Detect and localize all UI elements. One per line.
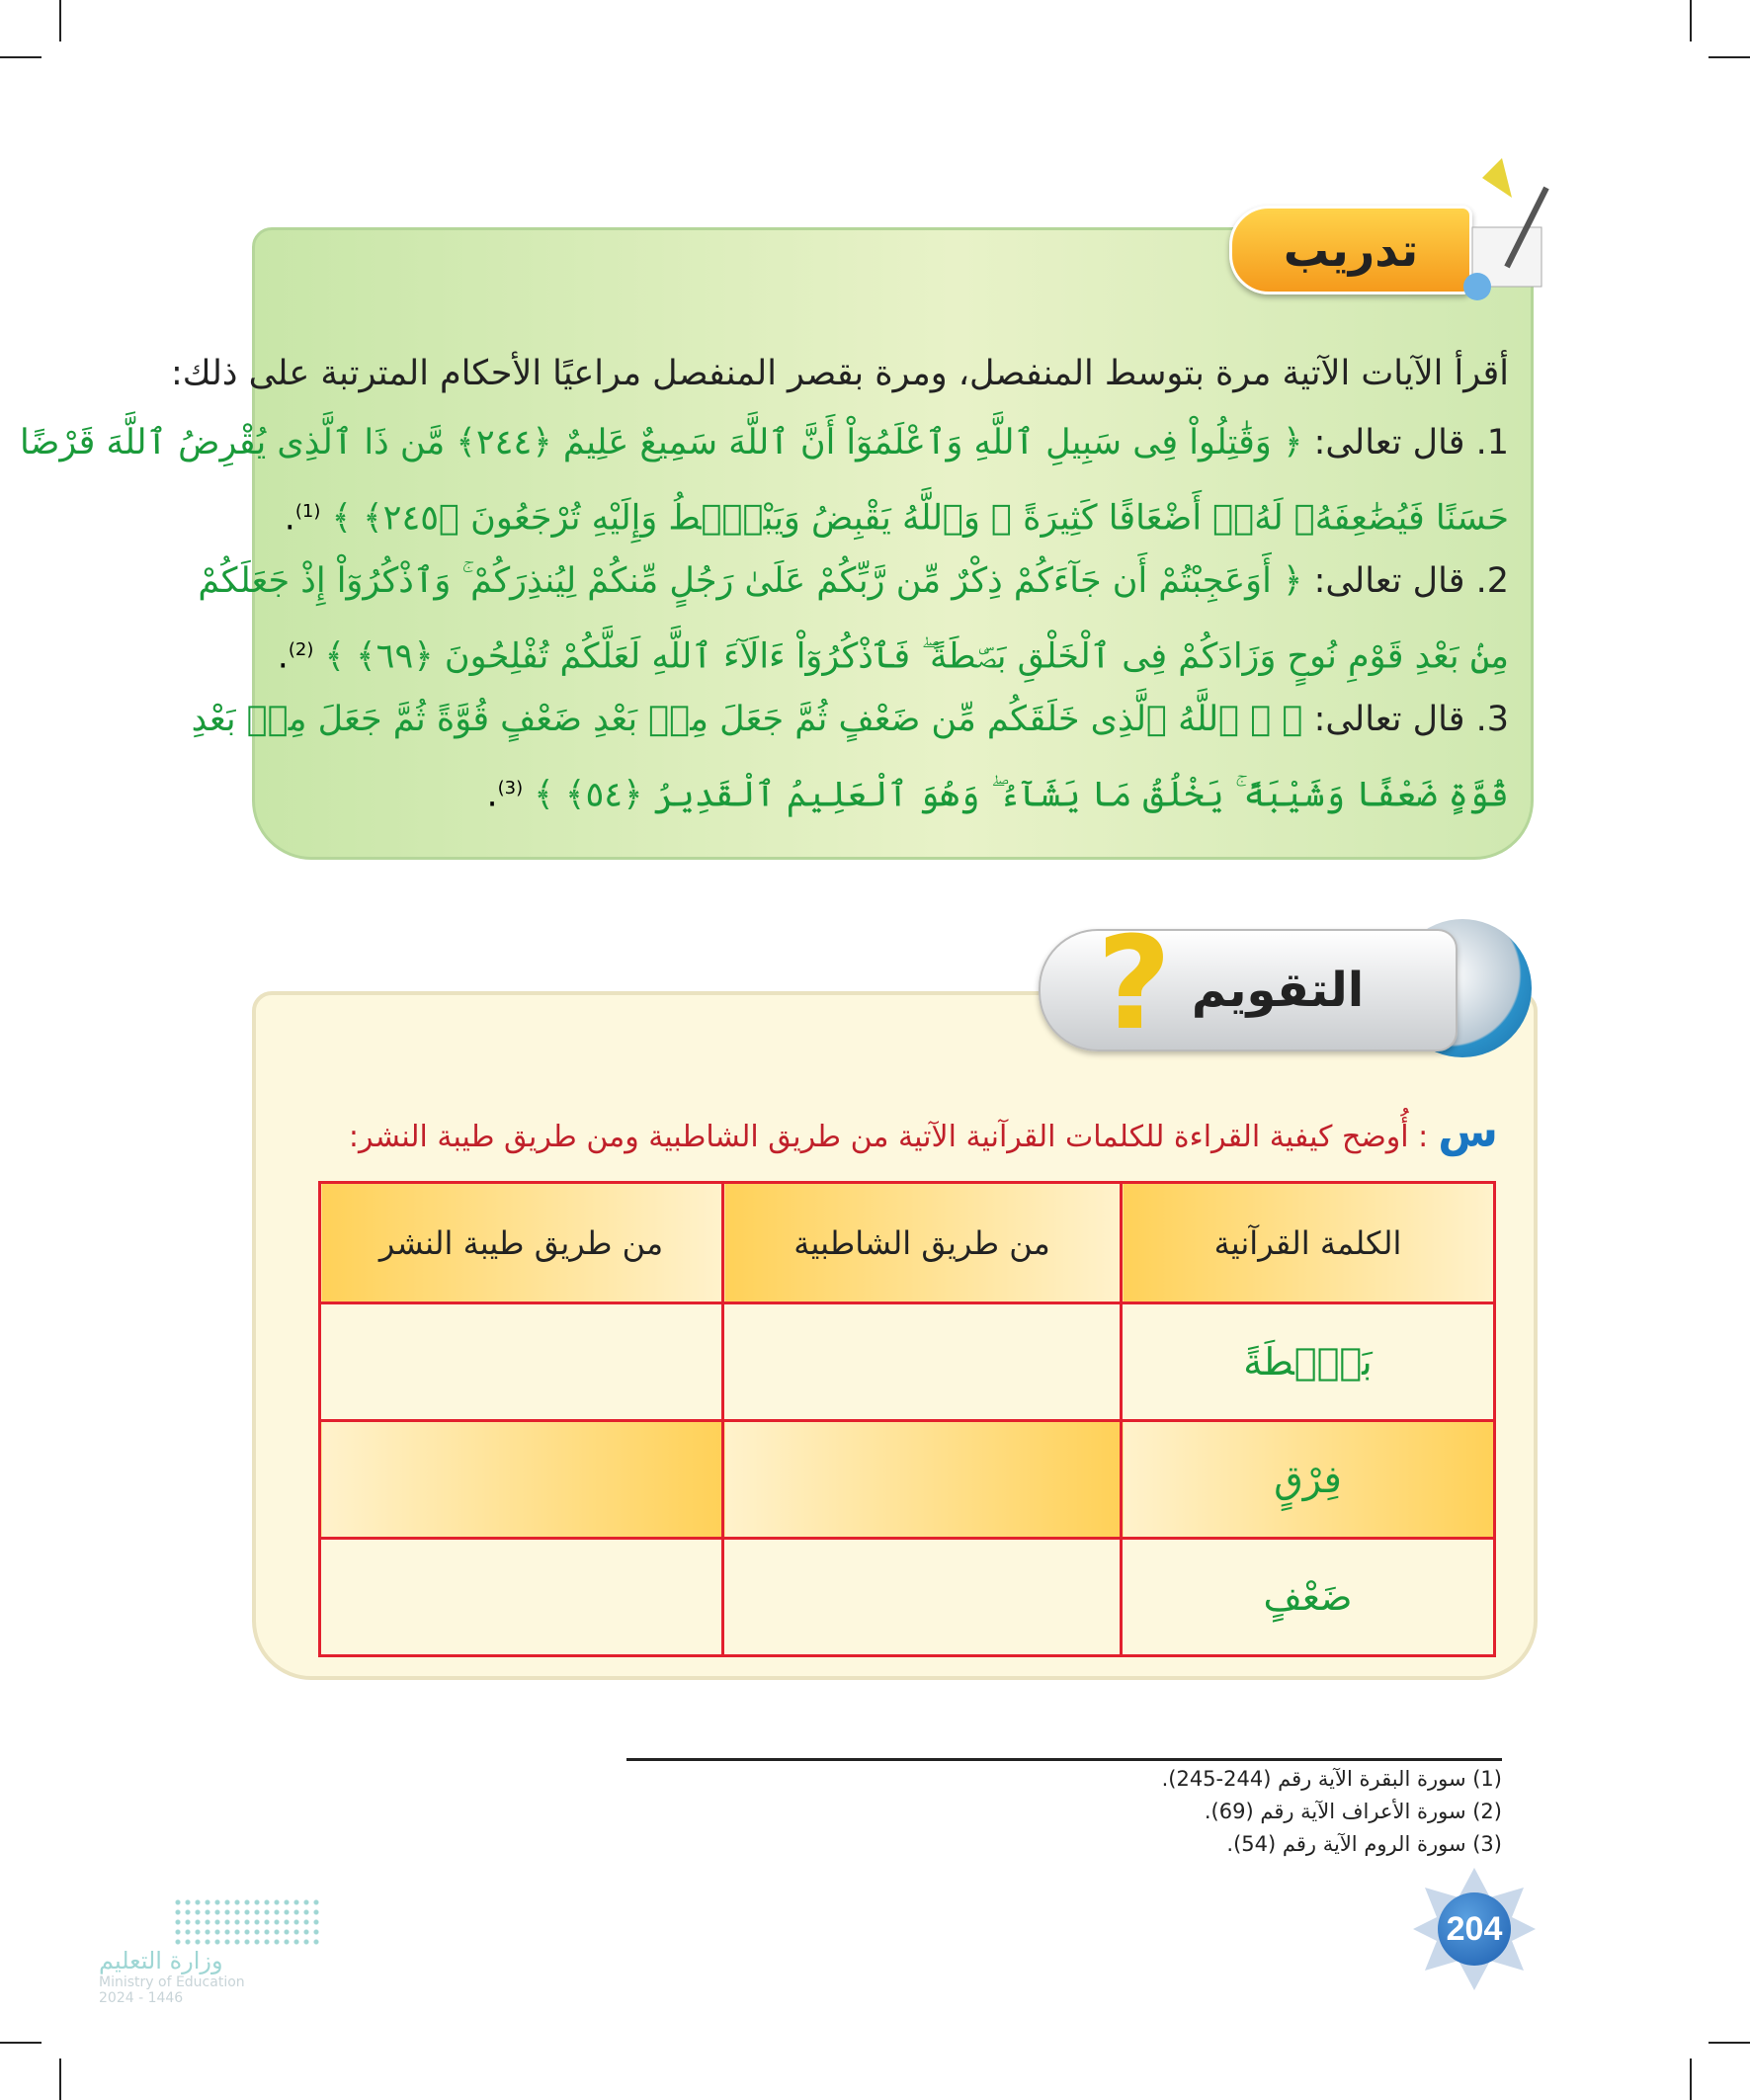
footnote-divider <box>626 1758 1502 1761</box>
lamp-pen-icon <box>1453 158 1561 306</box>
verse-3-line-1 <box>192 690 1509 749</box>
logo-english: Ministry of Education <box>99 1974 245 1990</box>
header-shatibiyya: من طريق الشاطبية <box>723 1183 1122 1303</box>
quran-word: فِرْقٍ <box>1122 1421 1495 1539</box>
verse-text: ﴿ وَقَٰتِلُواْ فِى سَبِيلِ ٱللَّهِ وَٱعْلَمُوٓاْ أَنَّ ٱللَّهَ سَمِيعٌ عَلِيمٌ ﴿٢٤٤﴾ مَّن ذَا ٱلَّذِى يُقْرِضُ ٱللَّهَ قَرْضًا <box>19 423 1303 462</box>
verse-1-line-1 <box>20 413 1509 472</box>
header-tayyiba: من طريق طيبة النشر <box>320 1183 723 1303</box>
logo-arabic: وزارة التعليم <box>99 1947 223 1974</box>
answer-cell[interactable] <box>320 1539 723 1656</box>
answer-cell[interactable] <box>320 1303 723 1421</box>
crop-mark <box>1690 2058 1692 2100</box>
crop-mark <box>1708 56 1750 58</box>
verse-text: ﴿ ۞ ٱللَّهُ ٱلَّذِى خَلَقَكُم مِّن ضَعْفٍ ثُمَّ جَعَلَ مِنۢ بَعْدِ ضَعْفٍ قُوَّةً ثُمَّ جَعَلَ مِنۢ بَعْدِ <box>191 700 1303 739</box>
practice-title-badge: تدريب <box>1229 206 1472 294</box>
quran-word: بَصْۜطَةً <box>1122 1303 1495 1421</box>
crop-mark <box>0 2042 42 2044</box>
verse-text: حَسَنًا فَيُضَٰعِفَهُۥ لَهُۥٓ أَضْعَافًا كَثِيرَةً ۚ وَٱللَّهُ يَقْبِضُ وَيَبْصُۜطُ وَإِلَيْهِ تُرْجَعُونَ ﴿٢٤٥﴾ ﴾ <box>331 498 1509 539</box>
question-text: : أُوضح كيفية القراءة للكلمات القرآنية الآتية من طريق الشاطبية ومن طريق طيبة النشر: <box>348 1120 1429 1154</box>
item-label: 2. قال تعالى: <box>1313 561 1509 601</box>
footnote-ref: (2) <box>288 639 314 660</box>
quran-word: ضَعْفٍ <box>1122 1539 1495 1656</box>
table-row <box>320 1421 1495 1539</box>
header-word: الكلمة القرآنية <box>1122 1183 1495 1303</box>
crop-mark <box>59 0 61 42</box>
verse-1-line-2: حَسَنًا فَيُضَٰعِفَهُۥ لَهُۥٓ أَضْعَافًا كَثِيرَةً ۚ وَٱللَّهُ يَقْبِضُ وَيَبْصُۜطُ وَإِلَيْهِ تُرْجَعُونَ ﴿٢٤٥﴾ ﴾ $^{(1)}$. <box>284 498 1509 539</box>
footnote-ref: (3) <box>497 778 524 798</box>
ministry-logo <box>99 1897 326 2006</box>
table-header-row <box>320 1183 1495 1303</box>
crop-mark <box>1690 0 1692 42</box>
verse-text: مِنۢ بَعْدِ قَوْمِ نُوحٍ وَزَادَكُمْ فِى ٱلْخَلْقِ بَصْۜطَةً ۖ فَٱذْكُرُوٓاْ ءَالَآءَ ٱللَّهِ لَعَلَّكُمْ تُفْلِحُونَ ﴿٦٩﴾ ﴾ <box>324 636 1509 677</box>
crop-mark <box>1708 2042 1750 2044</box>
item-label: 1. قال تعالى: <box>1313 423 1509 462</box>
verse-2-line-2: مِنۢ بَعْدِ قَوْمِ نُوحٍ وَزَادَكُمْ فِى ٱلْخَلْقِ بَصْۜطَةً ۖ فَٱذْكُرُوٓاْ ءَالَآءَ ٱللَّهِ لَعَلَّكُمْ تُفْلِحُونَ ﴿٦٩﴾ ﴾ $^{(2)}$. <box>277 636 1509 677</box>
table-row <box>320 1539 1495 1656</box>
evaluation-title: التقويم <box>1191 963 1365 1018</box>
answer-cell[interactable] <box>723 1539 1122 1656</box>
verse-text: ﴿ أَوَعَجِبْتُمْ أَن جَآءَكُمْ ذِكْرٌ مِّن رَّبِّكُمْ عَلَىٰ رَجُلٍ مِّنكُمْ لِيُنذِرَكُمْ ۚ وَٱذْكُرُوٓاْ إِذْ جَعَلَكُمْ <box>198 561 1303 601</box>
footnote: (2) سورة الأعراف الآية رقم (69). <box>1204 1800 1502 1823</box>
practice-box <box>19 227 1534 860</box>
verse-text: قُوَّةٍ ضَعْفًا وَشَيْبَةً ۚ يَخْلُقُ مَا يَشَآءُ ۖ وَهُوَ ٱلْعَلِيمُ ٱلْقَدِيرُ ﴿٥٤﴾ ﴾ <box>534 775 1509 815</box>
answer-table <box>318 1181 1496 1657</box>
crop-mark <box>0 56 42 58</box>
footnote-ref: (1) <box>294 501 321 522</box>
question-line <box>349 1107 1498 1157</box>
verse-2-line-1 <box>198 551 1509 611</box>
answer-cell[interactable] <box>723 1421 1122 1539</box>
answer-cell[interactable] <box>320 1421 723 1539</box>
footnote: (1) سورة البقرة الآية رقم (244-245). <box>1161 1767 1502 1791</box>
question-icon: س <box>1438 1107 1498 1157</box>
table-row <box>320 1303 1495 1421</box>
page-number: 204 <box>1438 1892 1511 1966</box>
item-label: 3. قال تعالى: <box>1313 700 1509 739</box>
verse-3-line-2: قُوَّةٍ ضَعْفًا وَشَيْبَةً ۚ يَخْلُقُ مَا يَشَآءُ ۖ وَهُوَ ٱلْعَلِيمُ ٱلْقَدِيرُ ﴿٥٤﴾ ﴾ $^{(3)}$. <box>486 775 1509 815</box>
footnote: (3) سورة الروم الآية رقم (54). <box>1226 1832 1502 1856</box>
answer-cell[interactable] <box>723 1303 1122 1421</box>
logo-dots-icon <box>173 1897 321 1947</box>
question-mark-icon: ? <box>1097 908 1172 1058</box>
crop-mark <box>59 2058 61 2100</box>
practice-instruction: أقرأ الآيات الآتية مرة بتوسط المنفصل، ومرة بقصر المنفصل مراعيًا الأحكام المترتبة على ذلك: <box>170 354 1509 393</box>
logo-year: 2024 - 1446 <box>99 1990 184 2006</box>
